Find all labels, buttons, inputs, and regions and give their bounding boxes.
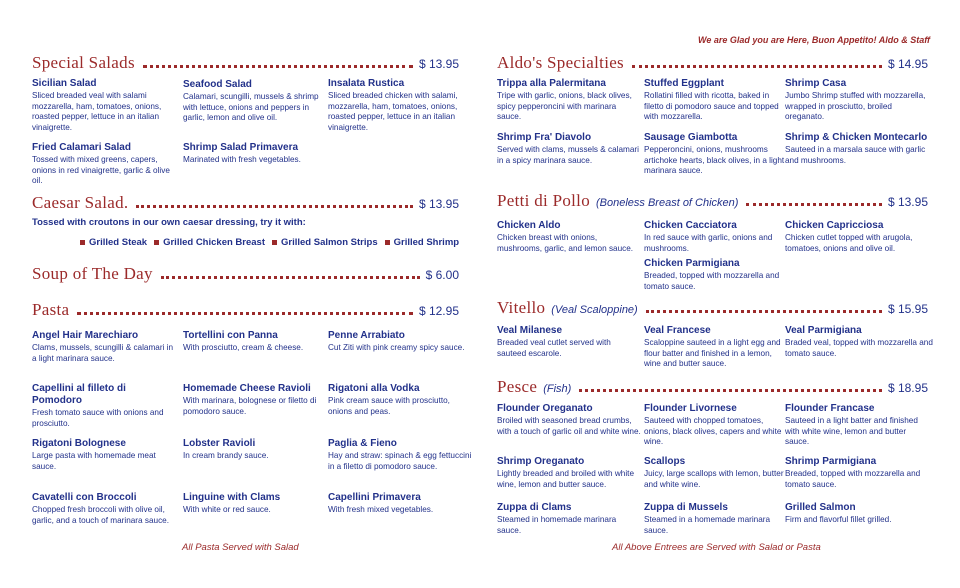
item-name: Flounder Oreganato	[497, 403, 593, 414]
item-name: Penne Arrabiato	[328, 330, 405, 341]
menu-item	[497, 502, 642, 536]
bullet-icon	[385, 240, 390, 245]
menu-item	[644, 456, 789, 490]
menu-item	[32, 142, 177, 187]
section-price: $ 13.95	[418, 197, 459, 211]
menu-item	[183, 142, 328, 166]
item-description: Clams, mussels, scungilli & calamari in a light marinara sauce.	[32, 343, 174, 363]
item-name: Sicilian Salad	[32, 78, 97, 89]
item-description: Large pasta with homemade meat sauce.	[32, 451, 156, 471]
item-description: Chopped fresh broccoli with olive oil, garlic, and a touch of marinara sauce.	[32, 505, 169, 525]
bullet-icon	[272, 240, 277, 245]
item-name: Zuppa di Clams	[497, 502, 572, 513]
dot-leader	[746, 203, 882, 206]
soup-header	[32, 264, 459, 284]
pasta-header	[32, 300, 459, 320]
item-description: With fresh mixed vegetables.	[328, 505, 434, 514]
item-description: Calamari, scungilli, mussels & shrimp with lettuce, onions and peppers in garlic, lemon and olive oil.	[183, 92, 319, 122]
menu-item	[785, 502, 930, 526]
section-title: Caesar Salad.	[32, 193, 129, 212]
item-description: Steamed in homemade marinara sauce.	[497, 515, 617, 535]
item-name: Chicken Aldo	[497, 220, 561, 231]
section-title: Pasta	[32, 300, 70, 319]
menu-item	[183, 383, 328, 417]
item-name: Fried Calamari Salad	[32, 142, 131, 153]
item-name: Insalata Rustica	[328, 78, 405, 89]
menu-item	[644, 78, 789, 123]
menu-item	[644, 403, 789, 448]
item-name: Trippa alla Palermitana	[497, 78, 606, 89]
item-name: Flounder Livornese	[644, 403, 737, 414]
item-description: Scaloppine sauteed in a light egg and flour batter and finished in a lemon, wine and butter sauce.	[644, 338, 781, 368]
item-name: Shrimp & Chicken Montecarlo	[785, 132, 928, 143]
item-description: Breaded, topped with mozzarella and tomato sauce.	[644, 271, 780, 291]
item-description: Rollatini filled with ricotta, baked in filetto di pomodoro sauce and topped with mozzarella.	[644, 91, 779, 121]
item-name: Homemade Cheese Ravioli	[183, 383, 311, 394]
menu-item	[644, 502, 789, 536]
item-name: Paglia & Fieno	[328, 438, 397, 449]
item-description: Pepperoncini, onions, mushrooms artichoke hearts, black olives, in a light marinara sauce.	[644, 145, 785, 175]
section-title: Aldo's Specialties	[497, 53, 624, 72]
item-name: Capellini al filleto di Pomodoro	[32, 383, 126, 406]
menu-item	[644, 325, 789, 370]
section-title: Vitello	[497, 298, 546, 317]
dot-leader	[77, 312, 413, 315]
item-name: Flounder Francase	[785, 403, 875, 414]
item-name: Capellini Primavera	[328, 492, 421, 503]
section-title: Pesce	[497, 377, 538, 396]
option-label: Grilled Shrimp	[393, 237, 460, 248]
item-description: Sliced breaded veal with salami mozzarella, ham, tomatoes, onions, roasted pepper, lettuce in an italian vinaigrette.	[32, 91, 162, 132]
tagline: We are Glad you are Here, Buon Appetito! Aldo & Staff	[698, 35, 931, 45]
menu-item	[32, 438, 177, 472]
option-item	[385, 237, 459, 248]
menu-item	[32, 78, 177, 133]
item-description: Broiled with seasoned bread crumbs, with a touch of garlic oil and white wine.	[497, 416, 641, 436]
menu-item	[183, 330, 328, 354]
section-price: $ 13.95	[887, 195, 928, 209]
menu-item	[497, 403, 642, 437]
section-price: $ 14.95	[887, 57, 928, 71]
section-title: Special Salads	[32, 53, 135, 72]
item-description: Chicken breast with onions, mushrooms, garlic, and lemon sauce.	[497, 233, 634, 253]
caesar-description: Tossed with croutons in our own caesar dressing, try it with:	[32, 217, 306, 228]
item-name: Sausage Giambotta	[644, 132, 738, 143]
item-description: Jumbo Shrimp stuffed with mozzarella, wrapped in prosciutto, broiled oreganato.	[785, 91, 926, 121]
menu-item	[497, 325, 642, 359]
item-name: Veal Francese	[644, 325, 711, 336]
section-price: $ 13.95	[418, 57, 459, 71]
menu-item	[497, 456, 642, 490]
menu-item	[32, 492, 177, 526]
menu-item	[785, 132, 935, 166]
menu-item	[785, 220, 930, 254]
item-name: Cavatelli con Broccoli	[32, 492, 137, 503]
item-name: Rigatoni alla Vodka	[328, 383, 420, 394]
section-price: $ 18.95	[887, 381, 928, 395]
item-description: Juicy, large scallops with lemon, butter and white wine.	[644, 469, 784, 489]
section-price: $ 12.95	[418, 304, 459, 318]
dot-leader	[579, 389, 882, 392]
special-salads-header	[32, 53, 459, 73]
menu-item	[328, 492, 473, 516]
item-description: With marinara, bolognese or filetto di pomodoro sauce.	[183, 396, 317, 416]
section-title: Petti di Pollo	[497, 191, 590, 210]
menu-item	[785, 325, 935, 359]
item-name: Chicken Capricciosa	[785, 220, 884, 231]
menu-item	[183, 438, 328, 462]
item-name: Zuppa di Mussels	[644, 502, 728, 513]
item-description: Steamed in a homemade marinara sauce.	[644, 515, 771, 535]
item-name: Linguine with Clams	[183, 492, 281, 503]
specialties-header	[497, 53, 928, 73]
pasta-footnote: All Pasta Served with Salad	[182, 542, 299, 553]
item-description: Lightly breaded and broiled with white wine, lemon and butter sauce.	[497, 469, 635, 489]
bullet-icon	[80, 240, 85, 245]
section-price: $ 6.00	[425, 268, 459, 282]
entrees-footnote: All Above Entrees are Served with Salad or Pasta	[612, 542, 821, 553]
menu-item	[32, 383, 164, 429]
menu-item	[785, 78, 930, 123]
item-description: Hay and straw: spinach & egg fettuccini in a filetto di pomodoro sauce.	[328, 451, 472, 471]
menu-item	[785, 403, 930, 448]
option-item	[272, 237, 378, 248]
menu-item	[785, 456, 930, 490]
item-name: Shrimp Parmigiana	[785, 456, 877, 467]
menu-item	[32, 330, 177, 364]
menu-item	[644, 258, 789, 292]
item-description: Sauteed in a light batter and finished with white wine, lemon and butter sauce.	[785, 416, 918, 446]
item-description: Sliced breaded chicken with salami, mozzarella, ham, tomatoes, onions, roasted pepper, lettuce in an italian vinaigrette.	[328, 91, 458, 132]
item-name: Lobster Ravioli	[183, 438, 256, 449]
item-description: With prosciutto, cream & cheese.	[183, 343, 304, 352]
option-label: Grilled Chicken Breast	[163, 237, 265, 248]
section-subtitle: (Fish)	[543, 383, 572, 395]
item-description: Firm and flavorful fillet grilled.	[785, 515, 892, 524]
item-description: In cream brandy sauce.	[183, 451, 269, 460]
item-name: Stuffed Eggplant	[644, 78, 724, 89]
item-name: Chicken Cacciatora	[644, 220, 737, 231]
pesce-header	[497, 377, 928, 397]
caesar-salad-header	[32, 193, 459, 213]
item-name: Chicken Parmigiana	[644, 258, 740, 269]
menu-item	[497, 132, 642, 166]
item-description: Breaded veal cutlet served with sauteed escarole.	[497, 338, 611, 358]
vitello-header	[497, 298, 928, 318]
item-description: With white or red sauce.	[183, 505, 271, 514]
menu-item	[183, 79, 328, 124]
item-name: Shrimp Oreganato	[497, 456, 585, 467]
item-name: Angel Hair Marechiaro	[32, 330, 139, 341]
item-name: Rigatoni Bolognese	[32, 438, 126, 449]
item-description: Chicken cutlet topped with arugola, tomatoes, onions and olive oil.	[785, 233, 913, 253]
option-item	[154, 237, 265, 248]
menu-item	[328, 78, 473, 133]
dot-leader	[143, 65, 413, 68]
item-description: Tripe with garlic, onions, black olives, spicy pepperoncini with marinara sauce.	[497, 91, 632, 121]
caesar-options	[80, 237, 459, 248]
menu-item	[497, 78, 642, 123]
option-item	[80, 237, 147, 248]
menu-item	[497, 220, 642, 254]
dot-leader	[632, 65, 882, 68]
menu-item	[328, 330, 473, 354]
dot-leader	[646, 310, 882, 313]
item-name: Shrimp Casa	[785, 78, 847, 89]
item-name: Scallops	[644, 456, 686, 467]
item-description: In red sauce with garlic, onions and mushrooms.	[644, 233, 773, 253]
menu-item	[328, 383, 473, 417]
menu-item	[328, 438, 473, 472]
bullet-icon	[154, 240, 159, 245]
item-description: Served with clams, mussels & calamari in a spicy marinara sauce.	[497, 145, 639, 165]
item-name: Seafood Salad	[183, 79, 252, 90]
pollo-header	[497, 191, 928, 211]
item-description: Sauteed in a marsala sauce with garlic and mushrooms.	[785, 145, 926, 165]
item-description: Fresh tomato sauce with onions and prosciutto.	[32, 408, 164, 428]
option-label: Grilled Steak	[89, 237, 148, 248]
dot-leader	[161, 276, 420, 279]
item-description: Marinated with fresh vegetables.	[183, 155, 301, 164]
menu-item	[183, 492, 328, 516]
section-subtitle: (Veal Scaloppine)	[551, 304, 638, 316]
item-description: Sauteed with chopped tomatoes, onions, black olives, capers and white wine.	[644, 416, 782, 446]
item-description: Braded veal, topped with mozzarella and tomato sauce.	[785, 338, 933, 358]
item-name: Veal Parmigiana	[785, 325, 862, 336]
item-description: Cut Ziti with pink creamy spicy sauce.	[328, 343, 465, 352]
item-description: Tossed with mixed greens, capers, onions in red vinaigrette, garlic & olive oil.	[32, 155, 170, 185]
item-name: Shrimp Salad Primavera	[183, 142, 299, 153]
menu-item	[644, 220, 789, 254]
item-name: Grilled Salmon	[785, 502, 856, 513]
item-description: Pink cream sauce with prosciutto, onions and peas.	[328, 396, 450, 416]
section-title: Soup of The Day	[32, 264, 153, 283]
section-subtitle: (Boneless Breast of Chicken)	[596, 197, 739, 209]
option-label: Grilled Salmon Strips	[281, 237, 378, 248]
item-name: Shrimp Fra' Diavolo	[497, 132, 592, 143]
item-name: Tortellini con Panna	[183, 330, 278, 341]
dot-leader	[136, 205, 413, 208]
section-price: $ 15.95	[887, 302, 928, 316]
menu-item	[644, 132, 789, 177]
item-name: Veal Milanese	[497, 325, 563, 336]
item-description: Breaded, topped with mozzarella and tomato sauce.	[785, 469, 921, 489]
